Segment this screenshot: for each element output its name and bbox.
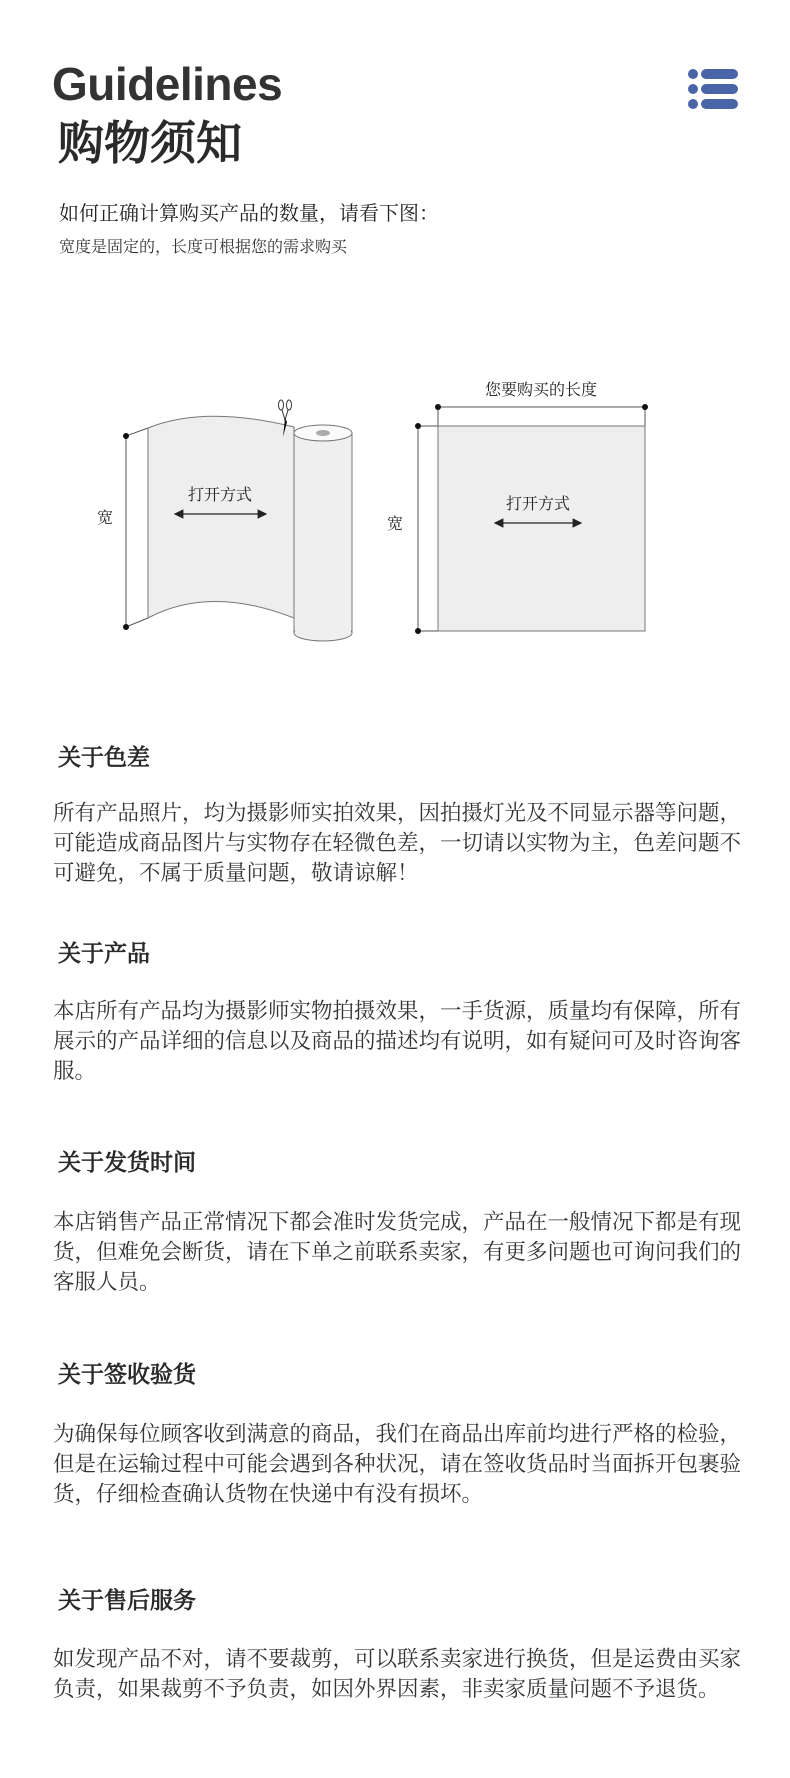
purchase-length-label: 您要购买的长度 xyxy=(484,380,598,399)
sheet-open-direction-label: 打开方式 xyxy=(505,494,571,513)
paragraph-line: 为确保每位顾客收到满意的商品，我们在商品出库前均进行严格的检验， xyxy=(53,1422,742,1447)
section-body-shipping-time xyxy=(53,1208,790,1298)
paragraph-line: 可避免，不属于质量问题，敬请谅解！ xyxy=(53,861,419,886)
section-body-after-sales xyxy=(53,1645,790,1705)
page-title-chinese: 购物须知 xyxy=(58,116,242,170)
section-heading-color-difference: 关于色差 xyxy=(58,745,150,771)
section-heading-shipping-time: 关于发货时间 xyxy=(58,1150,196,1176)
paragraph-line: 本店所有产品均为摄影师实物拍摄效果，一手货源，质量均有保障，所有 xyxy=(53,999,742,1024)
width-fixed-note: 宽度是固定的，长度可根据您的需求购买 xyxy=(59,237,348,256)
paragraph-line: 货，但难免会断货，请在下单之前联系卖家，有更多问题也可询问我们的 xyxy=(53,1240,742,1265)
paragraph-line: 展示的产品详细的信息以及商品的描述均有说明，如有疑问可及时咨询客 xyxy=(53,1029,742,1054)
paragraph-line: 所有产品照片，均为摄影师实拍效果，因拍摄灯光及不同显示器等问题， xyxy=(53,801,742,826)
paragraph-line: 货，仔细检查确认货物在快递中有没有损坏。 xyxy=(53,1482,484,1507)
fabric-roll-illustration xyxy=(97,400,352,641)
quantity-question: 如何正确计算购买产品的数量，请看下图： xyxy=(59,201,439,225)
section-heading-receipt-inspection: 关于签收验货 xyxy=(58,1362,196,1388)
paragraph-line: 客服人员。 xyxy=(53,1270,161,1295)
roll-width-label: 宽 xyxy=(96,508,114,527)
paragraph-line: 本店销售产品正常情况下都会准时发货完成，产品在一般情况下都是有现 xyxy=(53,1210,742,1235)
cut-sheet-illustration xyxy=(387,380,648,634)
paragraph-line: 服。 xyxy=(53,1059,97,1084)
section-heading-after-sales: 关于售后服务 xyxy=(58,1588,196,1614)
paragraph-line: 负责，如果裁剪不予负责，如因外界因素，非卖家质量问题不予退货。 xyxy=(53,1677,720,1702)
sheet-width-label: 宽 xyxy=(386,514,404,533)
section-heading-product: 关于产品 xyxy=(58,941,150,967)
paragraph-line: 如发现产品不对，请不要裁剪，可以联系卖家进行换货，但是运费由买家 xyxy=(53,1647,742,1672)
list-menu-icon[interactable] xyxy=(688,69,738,109)
roll-open-direction-label: 打开方式 xyxy=(187,485,253,504)
measurement-diagram xyxy=(0,360,790,660)
paragraph-line: 但是在运输过程中可能会遇到各种状况，请在签收货品时当面拆开包裹验 xyxy=(53,1452,742,1477)
section-body-product xyxy=(53,997,790,1087)
section-body-color-difference xyxy=(53,799,790,889)
paragraph-line: 可能造成商品图片与实物存在轻微色差，一切请以实物为主，色差问题不 xyxy=(53,831,742,856)
section-body-receipt-inspection xyxy=(53,1420,790,1510)
page-title-english: Guidelines xyxy=(52,58,283,110)
